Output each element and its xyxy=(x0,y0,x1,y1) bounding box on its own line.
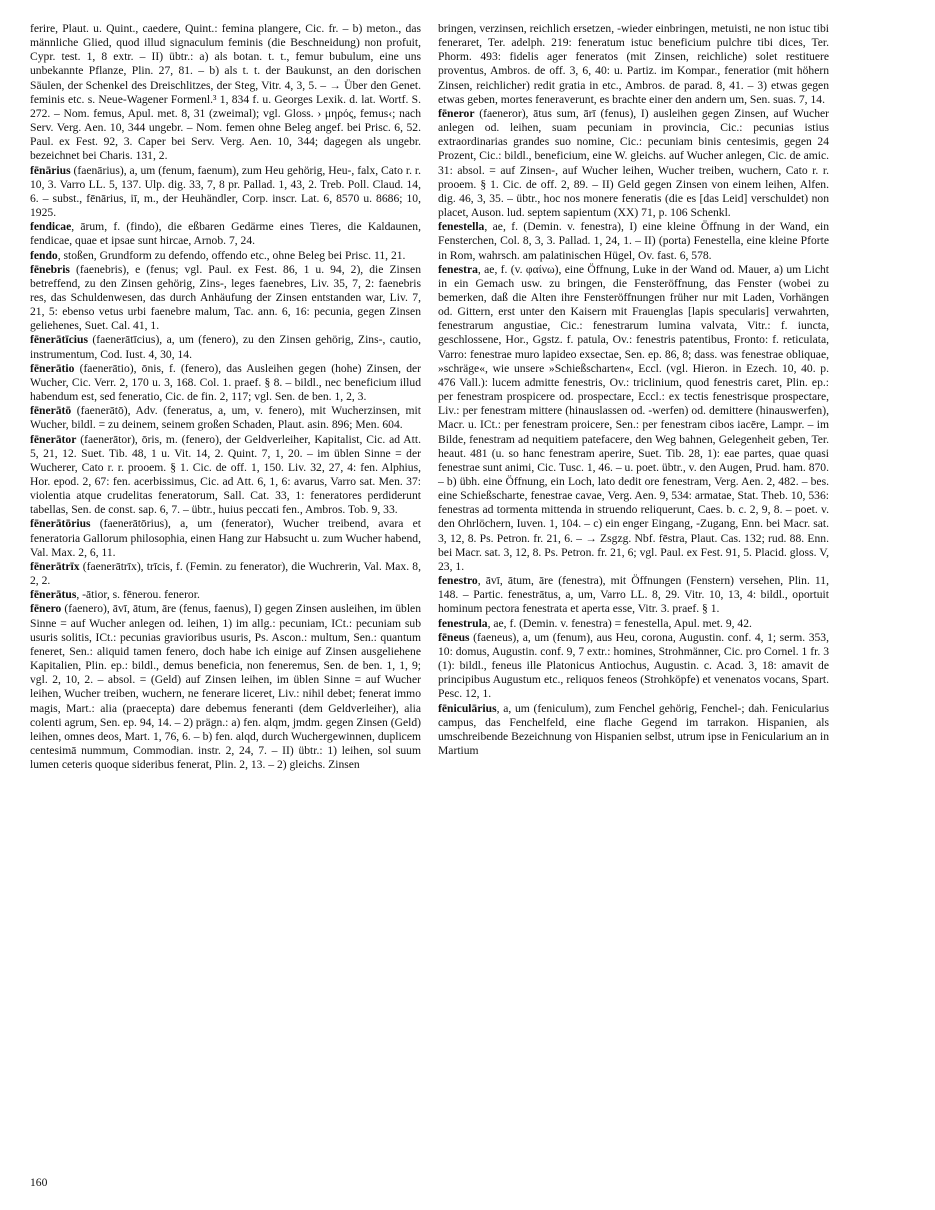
entry-text: (faenero), āvī, ātum, āre (fenus, faenus), I) gegen Zinsen ausleihen, im üblen Sinne = auf Wucher anlegen od. leihen, 1) im allg.: pecuniam, ICt.: pecuniam sub usuris solitis, ICt.: pecunias gravioribus usuris, Ps. Ascon.: multum, Sen.: quantum feneret, Sen.: aliquid tamen fenero, doch habe ich einige auf Zinsen ausgeliehene Kapitalien, Plin. ep.: bildl., demus beneficia, non feneremus, Sen. de ben. 1, 1, 9; vgl. 2, 10, 2. – absol. = (Geld) auf Zinsen leihen, im üblen Sinne = auf Wucher leihen, Wucher treiben, wuchern, ne fenerare liceret, Liv.: nihil debet; fenerat immo magis, Mart.: alia (praecepta) dare debemus feneranti (dem Geldverleiher), alia colenti agrum, Sen. ep. 94, 14. – 2) prägn.: a) fen. alqm, jmdm. gegen Zinsen (Geld) leihen, omnes deos, Mart. 1, 76, 6. – b) fen. alqd, durch Wuchergewinnen, duplicem centesimā nummum, Commodian. instr. 2, 24, 7. – II) übtr.: 1) leihen, sol suum lumen ceteris quoque sideribus fenerat, Plin. 2, 13. – 2) gleichs. Zinsen xyxy=(30,602,421,772)
entry xyxy=(30,404,421,432)
entry-lemma: fēnebris xyxy=(30,262,70,276)
entry-text: , ae, f. (Demin. v. fenestra), I) eine kleine Öffnung in der Wand, ein Fensterchen, Col. 8, 3, 3. Pallad. 1, 24, 1. – II) (porta) Fenestella, eine kleine Pforte in Rom, wahrsch. am palatinischen Hügel, Ov. fast. 6, 578. xyxy=(438,220,829,262)
entry xyxy=(30,220,421,248)
entry-lemma: fēnero xyxy=(30,602,62,616)
entry xyxy=(438,574,829,616)
entry-text: (faenerātōrius), a, um (fenerator), Wucher treibend, avara et feneratoria Gallorum philosophia, einen Hang zur Habsucht u. zum Wucher habend, Val. Max. 2, 6, 11. xyxy=(30,517,421,559)
entry-text: (faenerātio), ōnis, f. (fenero), das Ausleihen gegen (hohe) Zinsen, der Wucher, Cic. Verr. 2, 170 u. 3, 168. Col. 1. praef. § 8. – bildl., nec beneficium illud habendum est, sed feneratio, Cic. de fin. 2, 117; vgl. Sen. de ben. 1, 2, 3. xyxy=(30,361,421,404)
entry-text: (faeneror), ātus sum, ārī (fenus), I) ausleihen gegen Zinsen, auf Wucher anlegen od. leihen, suam pecuniam in provincia, Cic.: pecunias istius extraordinarias grandes suo nomine, Cic.: pecuniam binis centesimis, gegen 24 Prozent, Cic.: bildl., beneficium, eine W. gleichs. auf Wucher anlegen, Cic. de amic. 31: absol. = auf Zinsen-, auf Wucher leihen, Wucher treiben, wuchern, Cato r. r. prooem. § 1. Cic. de off. 2, 89. – II) Geld gegen Zinsen von einem leihen, Alfen. dig. 46, 3, 35. – übtr., hoc nos monere feneratis (die es [das Leid] verschuldet) non placet, Auson. lud. septem sapientum (XX) 71, p. 106 Schenkl. xyxy=(438,106,829,220)
entry-text: , -ātior, s. fēnerou. feneror. xyxy=(76,588,200,602)
entry-lemma: fēniculārius xyxy=(438,701,497,715)
entry-text: , āvī, ātum, āre (fenestra), mit Öffnungen (Fenstern) versehen, Plin. 11, 148. – Partic. fenestrātus, a, um, Varro LL. 8, 29. Vitr. 10, 13, 4: bildl., oportuit hominum pectora fenestrata et aperta esse, Vitr. 3. praef. § 1. xyxy=(438,574,829,616)
entry-lemma: fenestra xyxy=(438,262,478,276)
entry-text: , ae, f. (Demin. v. fenestra) = fenestella, Apul. met. 9, 42. xyxy=(487,616,752,630)
page-number: 160 xyxy=(30,1176,48,1189)
entry-lemma: fēneror xyxy=(438,106,475,120)
entry-text: ferire, Plaut. u. Quint., caedere, Quint.: femina plangere, Cic. fr. – b) meton., das männliche Glied, quod illud signaculum feminis (die Beschneidung) non profuit, Cypr. test. 1, 8 extr. – II) übtr.: a) als botan. t. t., femur bubulum, eine uns unbekannte Pflanze, Plin. 27, 81. – b) als t. t. der Baukunst, an den dorischen Säulen, der Schenkel des Dreischlitzes, der Steg, Vitr. 4, 3, 5. – → Über den Genet. feminis etc. s. Neue-Wagener Formenl.³ 1, 834 f. u. Georges Lexik. d. lat. Wortf. S. 272. – Nom. femus, Apul. met. 8, 31 (zweimal); vgl. Gloss. › μηρός, femus‹; nach Serv. Verg. Aen. 10, 344 ungebr. – Nom. femen ohne Beleg angef. bei Prisc. 6, 52. Paul. ex Fest. 92, 3. Caper bei Serv. Verg. Aen. 10, 344; dagegen als ungebr. bezeichnet bei Charis. 131, 2. xyxy=(30,22,421,163)
entry xyxy=(438,631,829,702)
entry-text: bringen, verzinsen, reichlich ersetzen, -wieder einbringen, metuisti, ne non istuc tibi feneraret, Ter. adelph. 219: feneratum istuc beneficium pulchre tibi dices, Ter. Phorm. 493: fidelis ager feneratos (mit Zinsen, reichliche) solet restituere proventus, Ambros. de off. 3, 6, 40: u. Partiz. im Kompar., feneratior (mit höhern Zinsen, reichlicher) redit gratia in etc., Ambros. de parad. 8, 41. – 3) etwas gegen etwas geben, mortes feneraverunt, es brachte einer den andern um, Sen. suas. 7, 14. xyxy=(438,22,829,106)
entry xyxy=(30,164,421,221)
entry xyxy=(30,433,421,518)
entry xyxy=(438,702,829,759)
entry xyxy=(30,249,421,263)
entry-text: , stoßen, Grundform zu defendo, offendo etc., ohne Beleg bei Prisc. 11, 21. xyxy=(57,248,406,262)
entry xyxy=(438,107,829,220)
entry-lemma: fēnerātīcius xyxy=(30,333,88,347)
entry xyxy=(30,517,421,559)
entry-text: , a, um (feniculum), zum Fenchel gehörig, Fenchel-; dah. Fenicularius campus, das Fenchelfeld, eine flache Gegend im tarrakon. Hispanien, als umschreibende Bezeichnung von Hispanien selbst, utrum ipse in Fenicularium an in Martium xyxy=(438,701,829,757)
entry-lemma: fenestrula xyxy=(438,616,488,630)
entry-lemma: fenestella xyxy=(438,220,485,234)
entry-lemma: fēnerātō xyxy=(30,404,72,418)
entry xyxy=(30,22,421,164)
entry-text: (faenārius), a, um (fenum, faenum), zum Heu gehörig, Heu-, falx, Cato r. r. 10, 3. Varro LL. 5, 137. Ulp. dig. 33, 7, 8 pr. Pallad. 1, 43, 2. Treb. Poll. Claud. 14, 6. – subst., fēnārius, iī, m., der Heuhändler, Corp. inscr. Lat. 6, 8570 u. 8686; 10, 1925. xyxy=(30,163,422,220)
entry xyxy=(30,333,421,361)
entry-lemma: fēneus xyxy=(438,630,470,644)
right-column xyxy=(438,22,829,758)
entry-lemma: fendicae xyxy=(30,220,72,234)
entry-text: , ae, f. (v. φαίνω), eine Öffnung, Luke in der Wand od. Mauer, a) um Licht in ein Gemach usw. zu bringen, die Fensteröffnung, das Fenster (wobei zu bemerken, daß die Alten ihre Fensteröffnungen früher nur mit Laden, Vorhängen od. Gittern, erst unter den Kaisern mit Frauenglas [lapis specularis] verwahrten, fenestrarum angustiae, Cic.: fenestrarum lumina valvata, Vitr.: f. iuncta, geschlossene, Hor., Ggstz. f. patula, Ov.: fenestris patentibus, Fronto: f. reticulata, Varro: fenestrae muro lapideo exsectae, Sen. ep. 86, 8; dass. was fenestrae obliquae, »schräge«, wie unsere »Schießscharten«, Eccl. (vgl. Hieron. in Ezech. 10, 40. p. 476 Vall.): lucem admitte fenestris, Ov.: triclinium, quod fenestris caret, Plin. ep.: per fenestram prospicere od. prospectare, Eccl.: ex tectis fenestrisque prospectare, Liv.: per fenestram mittere (hinauslassen od. -werfen) od. demittere (hinauswerfen), Macr. u. ICt.: per fenestram proicere, Sen.: per fenestram cibos iacēre, Lampr. – im Bilde, fenestram ad nequitiem patefacere, den Weg bahnen, Gelegenheit geben, Ter. heaut. 481 (u. so hanc fenestram aperire, Suet. Tib. 28, 1): eae partes, quae quasi fenestrae sunt animi, Cic. Tusc. 1, 46. – u. poet. übtr., v. den Augen, Prud. ham. 870. – b) übh. eine Öffnung, ein Loch, lato dedit ore fenestram, Verg. Aen. 2, 482. – bes. eine Schießscharte, fenestrae cavae, Verg. Aen. 9, 534: armatae, Stat. Theb. 10, 536: fenestras ad tormenta mittenda in struendo reliquerunt, Caes. b. c. 2, 9, 8. – poet. v. den Ohrlöchern, Iuven. 1, 104. – c) ein enger Eingang, -Zugang, Enn. bei Macr. sat. 3, 12, 8. Ps. Petron. fr. 21, 6. – → Zsgzg. Nbf. fēstra, Plaut. Cas. 132; rud. 88. Enn. bei Macr. sat. 3, 12, 8. Ps. Petron. fr. 21, 6; vgl. Paul. ex Fest. 91, 5. Placid. gloss. V, 23, 1. xyxy=(438,262,829,573)
entry-text: (faenerātor), ōris, m. (fenero), der Geldverleiher, Kapitalist, Cic. ad Att. 5, 21, 12. Suet. Tib. 48, 1 u. Vit. 14, 2. Quint. 7, 1, 20. – im üblen Sinne = der Wucherer, Cato r. r. prooem. § 1. Cic. de off. 1, 150. Liv. 32, 27, 4: fen. Alphius, Hor. epod. 2, 67: fen. acerbissimus, Cic. ad Att. 6, 1, 6: avarus, Varro sat. Men. 37: violentia atque crudelitas feneratorum, Sall. Cat. 33, 1: feneratores perdiderunt tabellas, Sen. de const. sap. 6, 7. – übtr., huius peccati fen., Ambros. Tob. 9, 33. xyxy=(30,432,421,517)
entry-text: (faenerātrīx), trīcis, f. (Femin. zu fenerator), die Wuchrerin, Val. Max. 8, 2, 2. xyxy=(30,559,421,588)
dictionary-page xyxy=(30,22,908,1192)
entry-lemma: fēnārius xyxy=(30,163,71,177)
entry-text: (faenerātīcius), a, um (fenero), zu den Zinsen gehörig, Zins-, cautio, instrumentum, Cod. Iust. 4, 30, 14. xyxy=(30,333,421,361)
left-column xyxy=(30,22,421,772)
entry-text: (faeneus), a, um (fenum), aus Heu, corona, Augustin. conf. 4, 1; serm. 353, 10: domus, Augustin. conf. 9, 7 extr.: homines, Strohmänner, Cic. pro Cornel. 1 fr. 3 (1): bildl., feneus ille Platonicus Antiochus, Augustin. c. Acad. 3, 18: amavit de principibus Augustum etc., reliquos feneos (Strohköpfe) et venenatos vocans, Spart. Pesc. 12, 1. xyxy=(438,630,829,701)
entry xyxy=(30,602,421,772)
entry-lemma: fēnerātōrius xyxy=(30,517,91,531)
entry-lemma: fendo xyxy=(30,248,58,262)
entry xyxy=(438,263,829,574)
entry xyxy=(438,617,829,631)
entry xyxy=(438,22,829,107)
entry-text: (faenerātō), Adv. (feneratus, a, um, v. fenero), mit Wucherzinsen, mit Wucher, bildl. = zu deinem, seinem großen Schaden, Plaut. asin. 896; Men. 604. xyxy=(30,404,422,432)
entry xyxy=(438,220,829,262)
entry-text: (faenebris), e (fenus; vgl. Paul. ex Fest. 86, 1 u. 94, 2), die Zinsen betreffend, zu den Zinsen gehörig, Zins-, leges faenebres, Liv. 35, 7, 2: faenebris res, das Schuldenwesen, das durch Anhäufung der Zinsen entstanden war, Liv. 7, 21, 5: ebenso vetus urbi faenebre malum, Tac. ann. 6, 16: pecunia, gegen Zinsen geliehenes, Suet. Cal. 41, 1. xyxy=(30,262,421,333)
entry-lemma: fēnerātrīx xyxy=(30,559,80,573)
entry xyxy=(30,362,421,404)
entry xyxy=(30,560,421,588)
entry xyxy=(30,263,421,334)
entry-lemma: fenestro xyxy=(438,574,478,588)
entry-lemma: fēnerātio xyxy=(30,361,75,375)
entry xyxy=(30,588,421,602)
entry-lemma: fēnerātus xyxy=(30,588,77,602)
entry-text: , ārum, f. (findo), die eßbaren Gedärme eines Tieres, die Kaldaunen, fendicae, quae et ipsae sunt hircae, Arnob. 7, 24. xyxy=(30,220,421,248)
entry-lemma: fēnerātor xyxy=(30,432,77,446)
